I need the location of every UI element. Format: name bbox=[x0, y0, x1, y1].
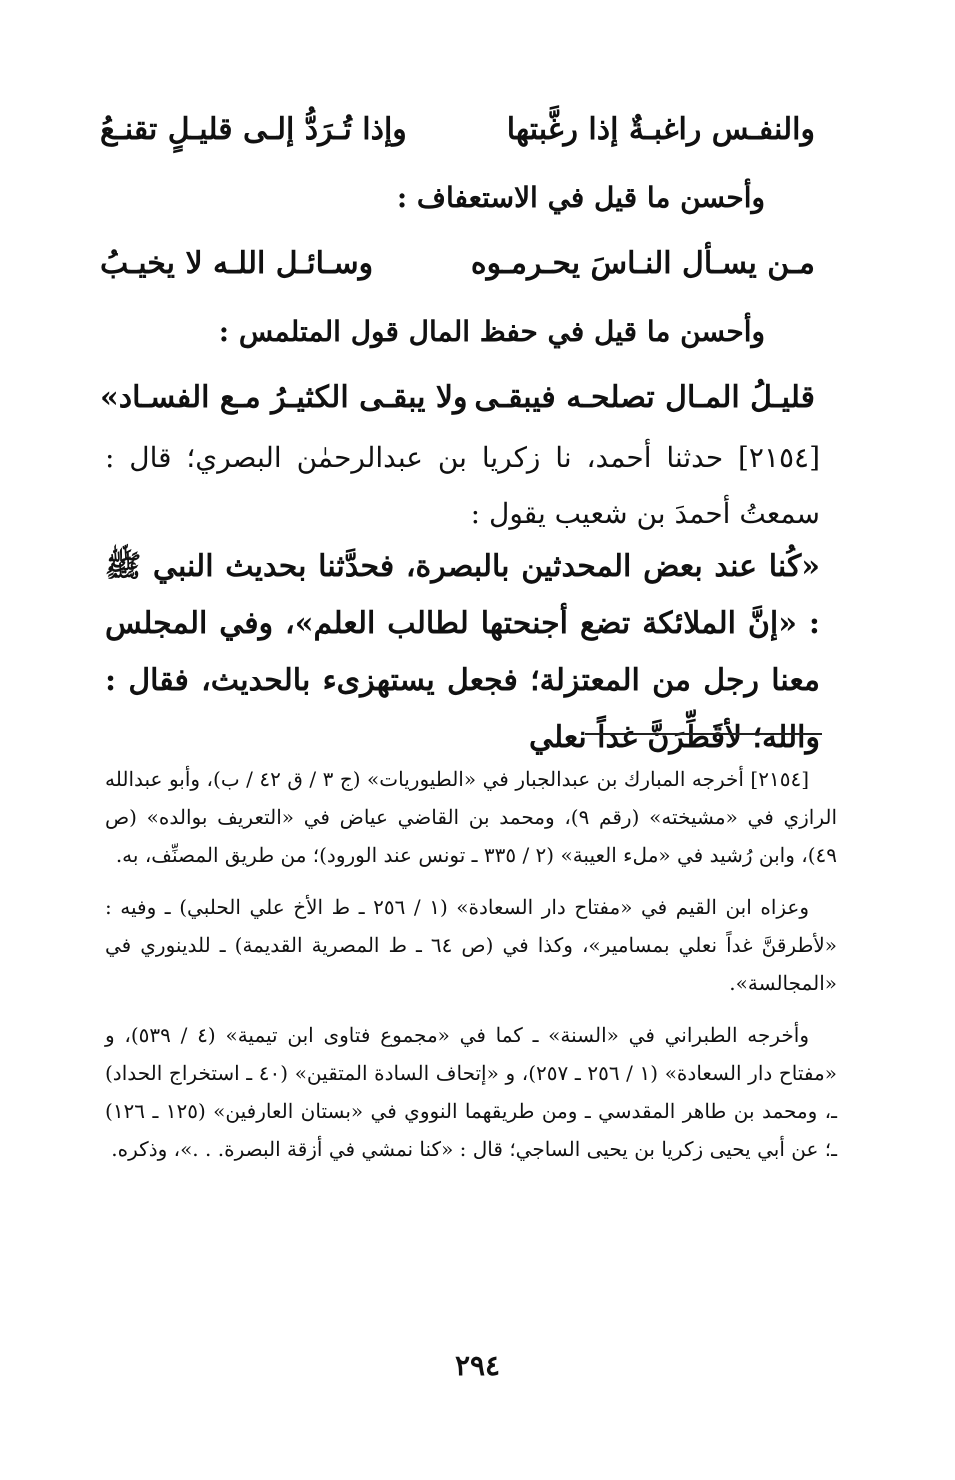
verse-second-hemistich: وسـائـل اللـه لا يخيـبُ bbox=[100, 246, 374, 281]
footnote-paragraph: [٢١٥٤] أخرجه المبارك بن عبدالجبار في «الطيوريات» (ج ٣ / ق ٤٢ / ب)، وأبو عبدالله الرازي في «مشيخته» (رقم ٩)، ومحمد بن القاضي عياض في «التعريف بوالده» (ص ٤٩)، وابن رُشيد في «ملء العيبة» (٢ / ٣٣٥ ـ تونس عند الورود)؛ من طريق المصنِّف، به. bbox=[105, 767, 838, 867]
hadith-paragraph: «كُنا عند بعض المحدثين بالبصرة، فحدَّثنا بحديث النبي ﷺ : «إنَّ الملائكة تضع أجنحتها لطالب العلم»، وفي المجلس معنا رجل من المعتزلة؛ فجعل يستهزىء بالحديث، فقال : والله؛ لأقَطِّرَنَّ غداً نعلي bbox=[105, 549, 820, 755]
verse-first-hemistich: مـن يسـأل النـاسَ يحـرمـوه bbox=[470, 246, 815, 281]
poem-verse bbox=[100, 102, 815, 158]
page-number: ٢٩٤ bbox=[454, 1349, 501, 1382]
poem-intro-line: وأحسن ما قيل في حفظ المال قول المتلمس : bbox=[218, 315, 765, 348]
poem-intro-line: وأحسن ما قيل في الاستعفاف : bbox=[396, 181, 765, 214]
verse-second-hemistich: ولا يبقـى الكثيـرُ مـع الفسـاد» bbox=[100, 380, 468, 415]
footnote-paragraph: وأخرجه الطبراني في «السنة» ـ كما في «مجموع فتاوى ابن تيمية» (٤ / ٥٣٩)، و «مفتاح دار السعادة» (١ / ٢٥٦ ـ ٢٥٧)، و «إتحاف السادة المتقين» (٤٠ ـ استخراج الحداد) ـ، ومحمد بن طاهر المقدسي ـ ومن طريقهما النووي في «بستان العارفين» (١٢٥ ـ ١٢٦) ـ؛ عن أبي يحيى زكريا بن يحيى الساجي؛ قال : «كنا نمشي في أزقة البصرة. . .»، وذكره. bbox=[105, 1023, 838, 1161]
narration-paragraph: [٢١٥٤] حدثنا أحمد، نا زكريا بن عبدالرحمٰن البصري؛ قال : سمعتُ أحمدَ بن شعيب يقول : bbox=[105, 441, 821, 530]
verse-second-hemistich: وإذا تُـرَدُّ إلـى قليـلٍ تقنـعُ bbox=[100, 112, 407, 147]
footnote-paragraph: وعزاه ابن القيم في «مفتاح دار السعادة» (١ / ٢٥٦ ـ ط الأخ علي الحلبي) ـ وفيه : «لأطرقنَّ غداً نعلي بمسامير»، وكذا في (ص ٦٤ ـ ط المصرية القديمة) ـ للدينوري في «المجالسة». bbox=[105, 895, 837, 995]
footnote-separator bbox=[585, 733, 822, 735]
poem-verse bbox=[100, 370, 815, 426]
footnotes bbox=[105, 760, 837, 1182]
poem-verse bbox=[100, 236, 815, 292]
verse-first-hemistich: والنفـس راغبـةٌ إذا رغَّبتها bbox=[506, 112, 815, 147]
verse-first-hemistich: قليـلُ المـال تصلحـه فيبقـى bbox=[474, 380, 815, 415]
